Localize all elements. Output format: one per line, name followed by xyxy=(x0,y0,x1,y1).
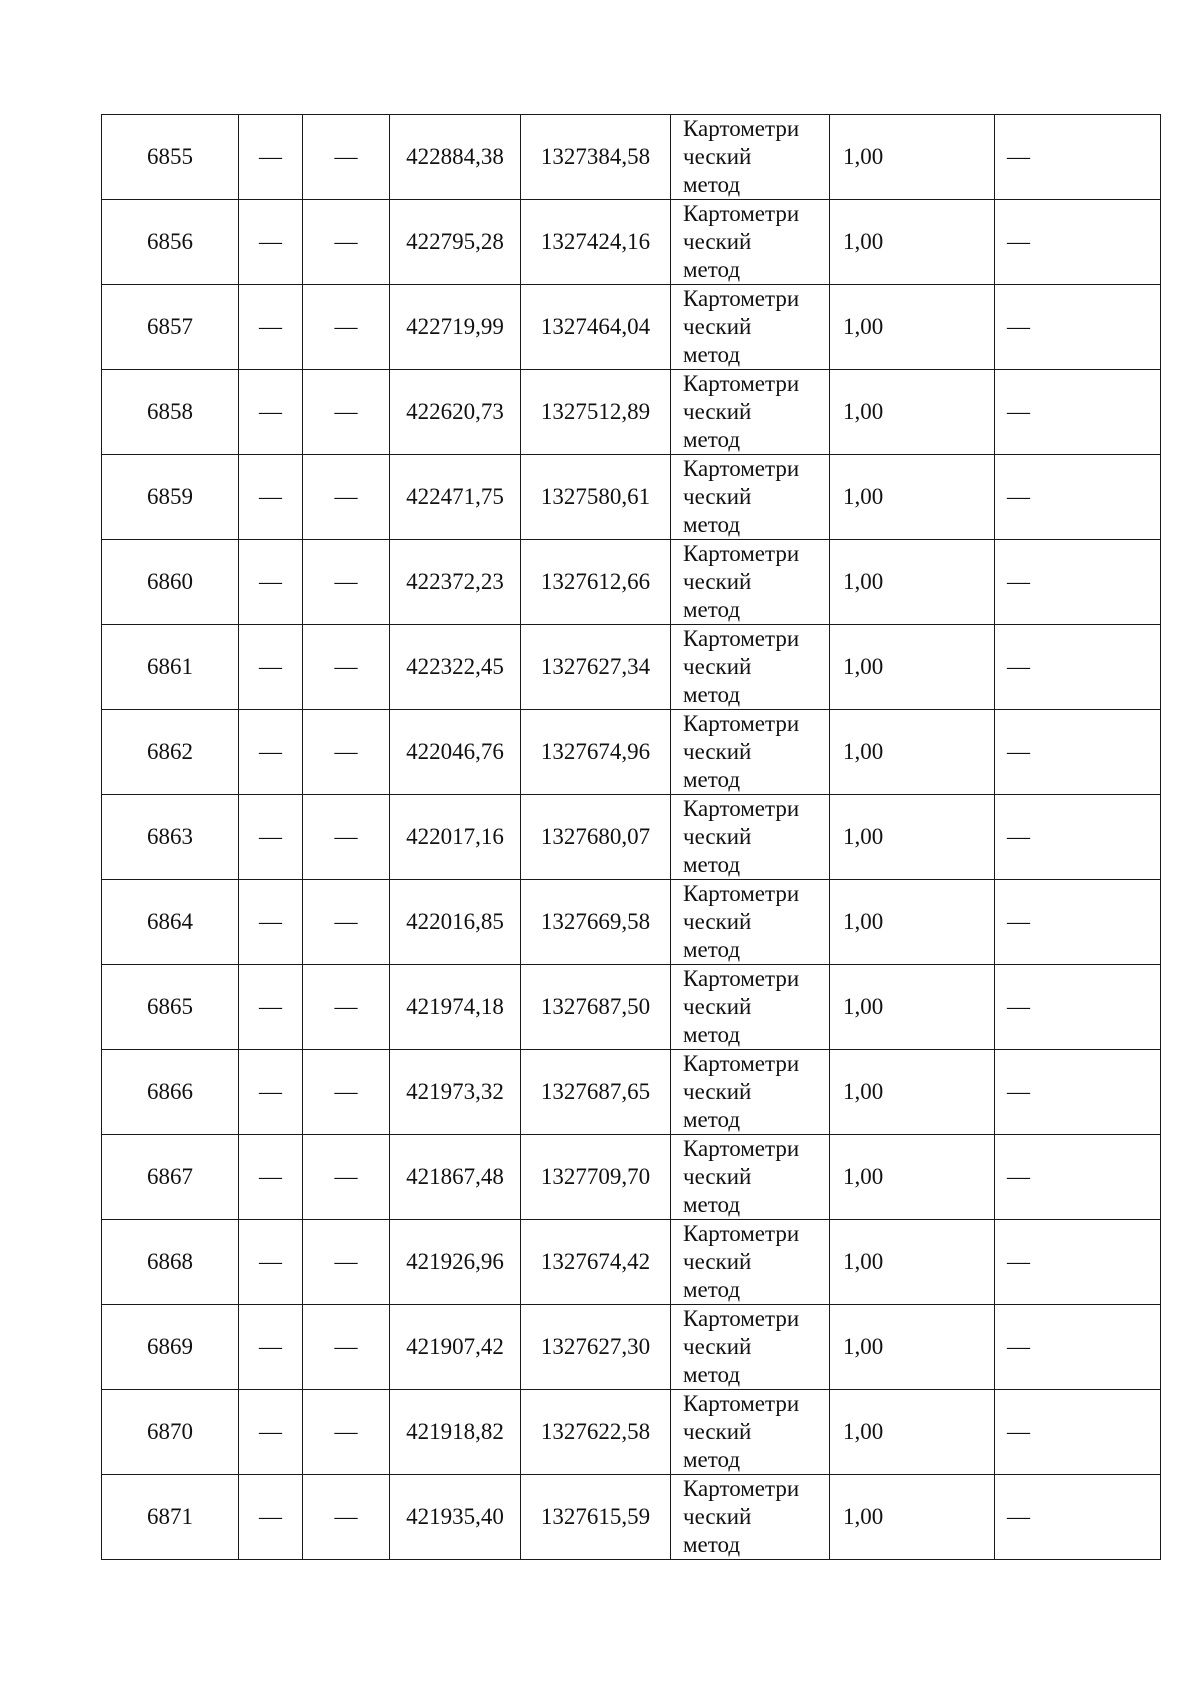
empty-value-cell: — xyxy=(239,285,303,370)
point-number-cell: 6858 xyxy=(102,370,239,455)
description-cell: — xyxy=(995,1135,1161,1220)
description-cell: — xyxy=(995,1220,1161,1305)
method-text-line: метод xyxy=(683,767,741,792)
empty-value-cell: — xyxy=(239,965,303,1050)
point-number-cell: 6856 xyxy=(102,200,239,285)
point-number-cell: 6860 xyxy=(102,540,239,625)
table-row xyxy=(102,285,1161,370)
table-row xyxy=(102,710,1161,795)
table-row xyxy=(102,965,1161,1050)
x-coordinate-cell: 421907,42 xyxy=(390,1305,521,1390)
point-number-cell: 6865 xyxy=(102,965,239,1050)
method-cell xyxy=(671,1390,830,1475)
accuracy-cell: 1,00 xyxy=(830,880,995,965)
empty-value-cell: — xyxy=(303,1050,390,1135)
empty-value-cell: — xyxy=(239,1390,303,1475)
y-coordinate-cell: 1327687,50 xyxy=(521,965,671,1050)
method-text-line: Картометри xyxy=(683,116,800,141)
empty-value-cell: — xyxy=(303,1475,390,1560)
accuracy-cell: 1,00 xyxy=(830,1475,995,1560)
accuracy-cell: 1,00 xyxy=(830,965,995,1050)
y-coordinate-cell: 1327512,89 xyxy=(521,370,671,455)
method-text-line: Картометри xyxy=(683,881,800,906)
empty-value-cell: — xyxy=(239,710,303,795)
description-cell: — xyxy=(995,1050,1161,1135)
method-cell xyxy=(671,1050,830,1135)
point-number-cell: 6862 xyxy=(102,710,239,795)
method-cell xyxy=(671,540,830,625)
method-text-line: ческий xyxy=(683,144,752,169)
table-body xyxy=(102,115,1161,1560)
description-cell: — xyxy=(995,115,1161,200)
table-row xyxy=(102,1390,1161,1475)
x-coordinate-cell: 422046,76 xyxy=(390,710,521,795)
empty-value-cell: — xyxy=(303,795,390,880)
empty-value-cell: — xyxy=(303,200,390,285)
empty-value-cell: — xyxy=(239,200,303,285)
method-text-line: Картометри xyxy=(683,1391,800,1416)
empty-value-cell: — xyxy=(239,795,303,880)
point-number-cell: 6868 xyxy=(102,1220,239,1305)
x-coordinate-cell: 422795,28 xyxy=(390,200,521,285)
empty-value-cell: — xyxy=(303,540,390,625)
point-number-cell: 6864 xyxy=(102,880,239,965)
table-row xyxy=(102,115,1161,200)
method-text-line: ческий xyxy=(683,739,752,764)
method-text-line: метод xyxy=(683,1362,741,1387)
point-number-cell: 6855 xyxy=(102,115,239,200)
method-text-line: метод xyxy=(683,937,741,962)
x-coordinate-cell: 421935,40 xyxy=(390,1475,521,1560)
point-number-cell: 6863 xyxy=(102,795,239,880)
table-row xyxy=(102,1135,1161,1220)
y-coordinate-cell: 1327627,30 xyxy=(521,1305,671,1390)
accuracy-cell: 1,00 xyxy=(830,285,995,370)
empty-value-cell: — xyxy=(303,710,390,795)
method-text-line: ческий xyxy=(683,399,752,424)
x-coordinate-cell: 421973,32 xyxy=(390,1050,521,1135)
empty-value-cell: — xyxy=(303,285,390,370)
empty-value-cell: — xyxy=(303,455,390,540)
coordinates-table xyxy=(101,114,1161,1560)
method-text-line: Картометри xyxy=(683,1476,800,1501)
method-text-line: Картометри xyxy=(683,1306,800,1331)
x-coordinate-cell: 421974,18 xyxy=(390,965,521,1050)
method-text-line: метод xyxy=(683,852,741,877)
empty-value-cell: — xyxy=(239,1220,303,1305)
accuracy-cell: 1,00 xyxy=(830,1135,995,1220)
empty-value-cell: — xyxy=(239,1475,303,1560)
empty-value-cell: — xyxy=(239,370,303,455)
description-cell: — xyxy=(995,285,1161,370)
method-cell xyxy=(671,115,830,200)
table-row xyxy=(102,795,1161,880)
y-coordinate-cell: 1327674,96 xyxy=(521,710,671,795)
y-coordinate-cell: 1327464,04 xyxy=(521,285,671,370)
method-text-line: ческий xyxy=(683,314,752,339)
empty-value-cell: — xyxy=(239,1050,303,1135)
empty-value-cell: — xyxy=(239,455,303,540)
method-text-line: ческий xyxy=(683,654,752,679)
x-coordinate-cell: 421918,82 xyxy=(390,1390,521,1475)
description-cell: — xyxy=(995,1305,1161,1390)
description-cell: — xyxy=(995,540,1161,625)
method-text-line: метод xyxy=(683,1277,741,1302)
description-cell: — xyxy=(995,795,1161,880)
method-text-line: ческий xyxy=(683,1504,752,1529)
method-text-line: ческий xyxy=(683,909,752,934)
table-row xyxy=(102,1220,1161,1305)
method-text-line: ческий xyxy=(683,569,752,594)
method-text-line: Картометри xyxy=(683,626,800,651)
description-cell: — xyxy=(995,710,1161,795)
method-text-line: ческий xyxy=(683,484,752,509)
x-coordinate-cell: 422016,85 xyxy=(390,880,521,965)
method-text-line: метод xyxy=(683,597,741,622)
method-text-line: Картометри xyxy=(683,711,800,736)
table-row xyxy=(102,1475,1161,1560)
method-text-line: метод xyxy=(683,257,741,282)
table-row xyxy=(102,880,1161,965)
empty-value-cell: — xyxy=(239,1305,303,1390)
method-cell xyxy=(671,1305,830,1390)
method-cell xyxy=(671,880,830,965)
point-number-cell: 6857 xyxy=(102,285,239,370)
method-cell xyxy=(671,710,830,795)
method-text-line: ческий xyxy=(683,1079,752,1104)
accuracy-cell: 1,00 xyxy=(830,1305,995,1390)
accuracy-cell: 1,00 xyxy=(830,625,995,710)
point-number-cell: 6859 xyxy=(102,455,239,540)
point-number-cell: 6867 xyxy=(102,1135,239,1220)
accuracy-cell: 1,00 xyxy=(830,540,995,625)
y-coordinate-cell: 1327580,61 xyxy=(521,455,671,540)
x-coordinate-cell: 422322,45 xyxy=(390,625,521,710)
table-row xyxy=(102,370,1161,455)
accuracy-cell: 1,00 xyxy=(830,710,995,795)
empty-value-cell: — xyxy=(303,1305,390,1390)
method-text-line: ческий xyxy=(683,1249,752,1274)
point-number-cell: 6870 xyxy=(102,1390,239,1475)
table-row xyxy=(102,455,1161,540)
method-text-line: ческий xyxy=(683,229,752,254)
method-text-line: метод xyxy=(683,342,741,367)
empty-value-cell: — xyxy=(239,540,303,625)
empty-value-cell: — xyxy=(239,625,303,710)
method-text-line: Картометри xyxy=(683,286,800,311)
description-cell: — xyxy=(995,200,1161,285)
method-cell xyxy=(671,1475,830,1560)
empty-value-cell: — xyxy=(239,880,303,965)
x-coordinate-cell: 422471,75 xyxy=(390,455,521,540)
accuracy-cell: 1,00 xyxy=(830,370,995,455)
method-text-line: ческий xyxy=(683,1334,752,1359)
method-text-line: метод xyxy=(683,427,741,452)
point-number-cell: 6869 xyxy=(102,1305,239,1390)
method-cell xyxy=(671,795,830,880)
table-row xyxy=(102,1305,1161,1390)
method-text-line: ческий xyxy=(683,994,752,1019)
empty-value-cell: — xyxy=(303,1135,390,1220)
method-text-line: Картометри xyxy=(683,1136,800,1161)
y-coordinate-cell: 1327384,58 xyxy=(521,115,671,200)
x-coordinate-cell: 422620,73 xyxy=(390,370,521,455)
method-text-line: Картометри xyxy=(683,1221,800,1246)
empty-value-cell: — xyxy=(303,880,390,965)
method-text-line: ческий xyxy=(683,824,752,849)
x-coordinate-cell: 421867,48 xyxy=(390,1135,521,1220)
method-text-line: метод xyxy=(683,1447,741,1472)
description-cell: — xyxy=(995,965,1161,1050)
empty-value-cell: — xyxy=(239,115,303,200)
method-cell xyxy=(671,455,830,540)
description-cell: — xyxy=(995,880,1161,965)
accuracy-cell: 1,00 xyxy=(830,1390,995,1475)
x-coordinate-cell: 422017,16 xyxy=(390,795,521,880)
method-cell xyxy=(671,370,830,455)
point-number-cell: 6871 xyxy=(102,1475,239,1560)
empty-value-cell: — xyxy=(303,1220,390,1305)
y-coordinate-cell: 1327687,65 xyxy=(521,1050,671,1135)
method-cell xyxy=(671,1135,830,1220)
point-number-cell: 6861 xyxy=(102,625,239,710)
table-row xyxy=(102,540,1161,625)
method-text-line: Картометри xyxy=(683,1051,800,1076)
accuracy-cell: 1,00 xyxy=(830,1220,995,1305)
method-text-line: метод xyxy=(683,1192,741,1217)
method-cell xyxy=(671,1220,830,1305)
method-text-line: Картометри xyxy=(683,796,800,821)
table-row xyxy=(102,625,1161,710)
description-cell: — xyxy=(995,625,1161,710)
empty-value-cell: — xyxy=(303,115,390,200)
accuracy-cell: 1,00 xyxy=(830,1050,995,1135)
method-text-line: метод xyxy=(683,1022,741,1047)
method-text-line: Картометри xyxy=(683,966,800,991)
method-text-line: метод xyxy=(683,1532,741,1557)
y-coordinate-cell: 1327674,42 xyxy=(521,1220,671,1305)
y-coordinate-cell: 1327622,58 xyxy=(521,1390,671,1475)
x-coordinate-cell: 421926,96 xyxy=(390,1220,521,1305)
empty-value-cell: — xyxy=(303,965,390,1050)
y-coordinate-cell: 1327709,70 xyxy=(521,1135,671,1220)
method-text-line: метод xyxy=(683,512,741,537)
method-text-line: Картометри xyxy=(683,456,800,481)
y-coordinate-cell: 1327627,34 xyxy=(521,625,671,710)
method-text-line: ческий xyxy=(683,1164,752,1189)
accuracy-cell: 1,00 xyxy=(830,200,995,285)
empty-value-cell: — xyxy=(303,370,390,455)
x-coordinate-cell: 422884,38 xyxy=(390,115,521,200)
accuracy-cell: 1,00 xyxy=(830,795,995,880)
method-text-line: Картометри xyxy=(683,201,800,226)
method-cell xyxy=(671,200,830,285)
y-coordinate-cell: 1327424,16 xyxy=(521,200,671,285)
description-cell: — xyxy=(995,455,1161,540)
table-row xyxy=(102,1050,1161,1135)
y-coordinate-cell: 1327680,07 xyxy=(521,795,671,880)
empty-value-cell: — xyxy=(303,625,390,710)
table-row xyxy=(102,200,1161,285)
method-text-line: Картометри xyxy=(683,371,800,396)
method-cell xyxy=(671,965,830,1050)
y-coordinate-cell: 1327612,66 xyxy=(521,540,671,625)
empty-value-cell: — xyxy=(303,1390,390,1475)
x-coordinate-cell: 422372,23 xyxy=(390,540,521,625)
method-cell xyxy=(671,285,830,370)
accuracy-cell: 1,00 xyxy=(830,455,995,540)
description-cell: — xyxy=(995,1390,1161,1475)
method-text-line: метод xyxy=(683,1107,741,1132)
method-cell xyxy=(671,625,830,710)
empty-value-cell: — xyxy=(239,1135,303,1220)
method-text-line: метод xyxy=(683,682,741,707)
x-coordinate-cell: 422719,99 xyxy=(390,285,521,370)
description-cell: — xyxy=(995,370,1161,455)
y-coordinate-cell: 1327669,58 xyxy=(521,880,671,965)
point-number-cell: 6866 xyxy=(102,1050,239,1135)
description-cell: — xyxy=(995,1475,1161,1560)
y-coordinate-cell: 1327615,59 xyxy=(521,1475,671,1560)
accuracy-cell: 1,00 xyxy=(830,115,995,200)
method-text-line: метод xyxy=(683,172,741,197)
method-text-line: ческий xyxy=(683,1419,752,1444)
method-text-line: Картометри xyxy=(683,541,800,566)
